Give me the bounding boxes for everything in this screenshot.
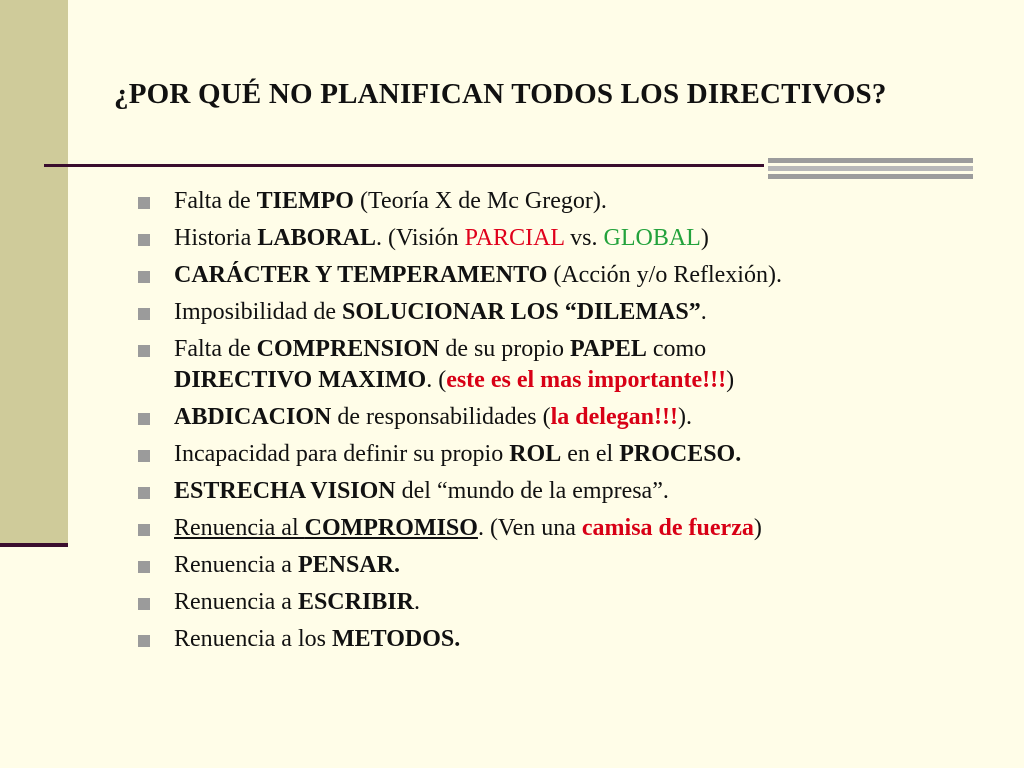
- bullet-keyword: COMPROMISO: [304, 515, 478, 541]
- bullet-item-pensar: [138, 550, 998, 581]
- bullet-text: ): [700, 225, 709, 251]
- bullet-keyword: ROL: [509, 441, 562, 467]
- bullet-keyword: SOLUCIONAR LOS “DILEMAS”: [341, 299, 701, 325]
- bullet-item-abdicacion: [138, 402, 998, 433]
- square-bullet-icon: [138, 450, 150, 462]
- square-bullet-icon: [138, 271, 150, 283]
- bullet-text: . (Ven una: [477, 515, 582, 541]
- decorative-bar: [768, 158, 973, 163]
- bullet-text: de su propio: [439, 336, 570, 362]
- bullet-text: . (Visión: [376, 225, 465, 251]
- bullet-keyword: ABDICACION: [174, 404, 332, 430]
- square-bullet-icon: [138, 345, 150, 357]
- bullet-text: en el: [561, 441, 620, 467]
- bullet-text: de responsabilidades (: [331, 404, 551, 430]
- bullet-text: .: [413, 589, 420, 615]
- bullet-text: ): [753, 515, 762, 541]
- bullet-list: [138, 186, 998, 661]
- bullet-item-metodos: [138, 624, 998, 655]
- bullet-item-incapacidad: [138, 439, 998, 470]
- bullet-keyword: COMPRENSION: [256, 336, 440, 362]
- left-accent-band: [0, 0, 68, 546]
- bullet-highlight-red: este es el mas importante!!!: [446, 367, 727, 393]
- bullet-item-escribir: [138, 587, 998, 618]
- bullet-text: Historia: [174, 225, 258, 251]
- bullet-keyword: ESCRIBIR: [297, 589, 414, 615]
- bullet-text: Incapacidad para definir su propio: [174, 441, 510, 467]
- bullet-keyword: ESTRECHA VISION: [174, 478, 396, 504]
- square-bullet-icon: [138, 561, 150, 573]
- bullet-keyword: PENSAR.: [297, 552, 400, 578]
- bullet-keyword: CARÁCTER Y TEMPERAMENTO: [174, 262, 548, 288]
- bullet-keyword: PROCESO.: [619, 441, 742, 467]
- bullet-text: Renuencia a: [174, 552, 298, 578]
- square-bullet-icon: [138, 487, 150, 499]
- square-bullet-icon: [138, 635, 150, 647]
- bullet-item-imposibilidad: [138, 297, 998, 328]
- bullet-highlight-red: camisa de fuerza: [581, 515, 754, 541]
- bullet-item-estrecha-vision: [138, 476, 998, 507]
- bullet-item-comprension: [138, 334, 998, 396]
- square-bullet-icon: [138, 234, 150, 246]
- bullet-text: como: [646, 336, 707, 362]
- square-bullet-icon: [138, 598, 150, 610]
- bullet-text: Falta de: [174, 336, 257, 362]
- bullet-highlight-red: PARCIAL: [464, 225, 565, 251]
- bullet-text: vs.: [564, 225, 604, 251]
- bullet-item-falta-tiempo: [138, 186, 998, 217]
- bullet-text: . (: [426, 367, 447, 393]
- bullet-keyword: DIRECTIVO MAXIMO: [174, 367, 427, 393]
- title-divider: [44, 164, 764, 167]
- bullet-text: (Acción y/o Reflexión).: [547, 262, 782, 288]
- decorative-bars: [768, 158, 973, 182]
- bullet-text: (Teoría X de Mc Gregor).: [353, 188, 607, 214]
- square-bullet-icon: [138, 308, 150, 320]
- bullet-text: Renuencia a: [174, 589, 298, 615]
- bullet-highlight-red: la delegan!!!: [550, 404, 678, 430]
- bullet-text: Renuencia a los: [174, 626, 332, 652]
- bullet-keyword: LABORAL: [257, 225, 377, 251]
- bullet-text: ): [726, 367, 735, 393]
- square-bullet-icon: [138, 413, 150, 425]
- bullet-item-compromiso: [138, 513, 998, 544]
- slide-title: ¿POR QUÉ NO PLANIFICAN TODOS LOS DIRECTIVOS?: [114, 78, 887, 110]
- square-bullet-icon: [138, 524, 150, 536]
- bullet-keyword: TIEMPO: [256, 188, 354, 214]
- bullet-text: .: [700, 299, 707, 325]
- left-band-rule: [0, 543, 68, 547]
- bullet-keyword: PAPEL: [569, 336, 647, 362]
- bullet-keyword: METODOS.: [331, 626, 461, 652]
- bullet-item-historia-laboral: [138, 223, 998, 254]
- bullet-text: ).: [677, 404, 692, 430]
- bullet-text: Imposibilidad de: [174, 299, 342, 325]
- decorative-bar: [768, 166, 973, 171]
- bullet-highlight-green: GLOBAL: [603, 225, 701, 251]
- bullet-item-caracter: [138, 260, 998, 291]
- square-bullet-icon: [138, 197, 150, 209]
- bullet-text: del “mundo de la empresa”.: [395, 478, 669, 504]
- bullet-text-underlined: Renuencia al: [174, 515, 305, 541]
- bullet-text: Falta de: [174, 188, 257, 214]
- decorative-bar: [768, 174, 973, 179]
